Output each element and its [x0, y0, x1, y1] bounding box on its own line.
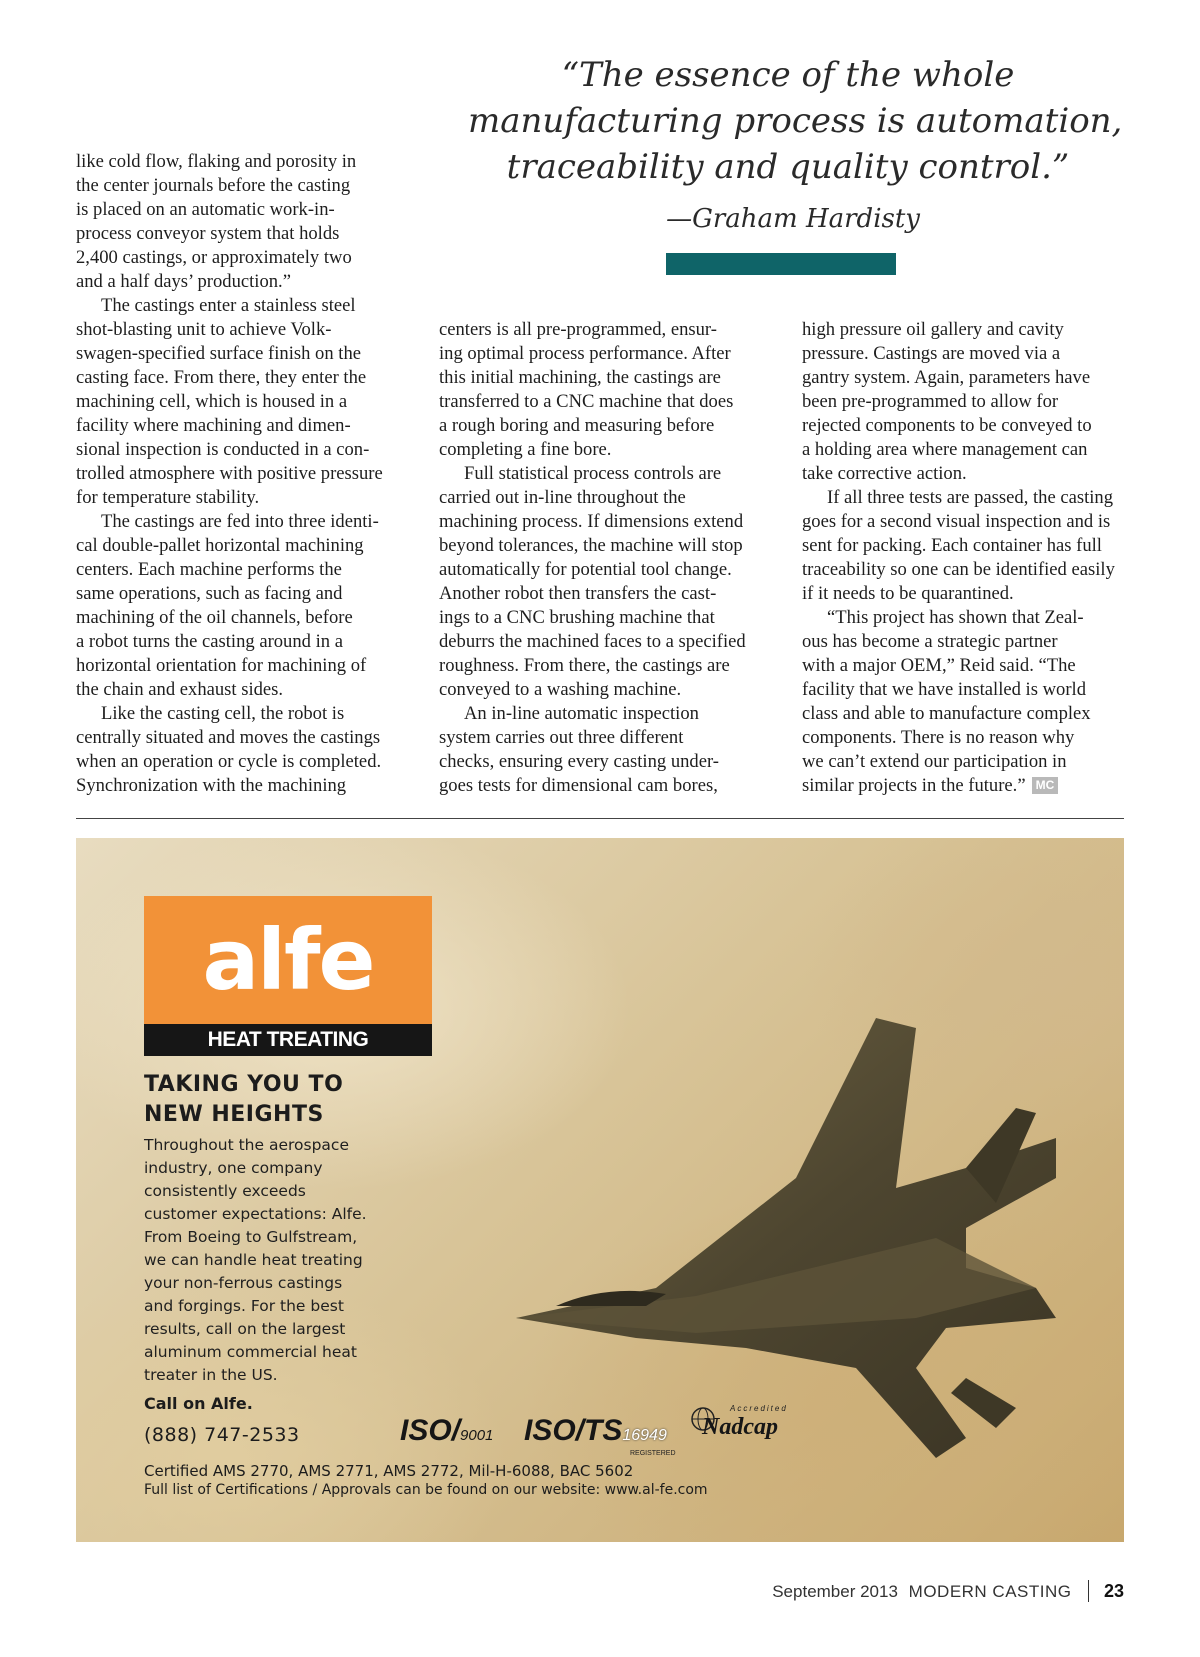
article-text-line: centers. Each machine performs the [76, 559, 342, 580]
ad-headline-line: NEW HEIGHTS [144, 1102, 324, 1127]
article-text-line: is placed on an automatic work-in- [76, 199, 335, 220]
article-text-line: “This project has shown that Zeal- [827, 607, 1084, 628]
article-text-line: 2,400 castings, or approximately two [76, 247, 352, 268]
article-text-line: The castings enter a stainless steel [101, 295, 356, 316]
pull-quote-attribution: —Graham Hardisty [666, 204, 920, 234]
article-column-3 [802, 318, 1132, 798]
article-text-line: shot-blasting unit to achieve Volk- [76, 319, 332, 340]
ad-body-line: results, call on the largest [144, 1320, 346, 1338]
iso-ts-registered: REGISTERED [630, 1450, 676, 1457]
ad-body-line: and forgings. For the best [144, 1297, 344, 1315]
article-text-line: traceability so one can be identified easily [802, 559, 1115, 580]
article-text-line: we can’t extend our participation in [802, 751, 1067, 772]
article-text-line: facility that we have installed is world [802, 679, 1086, 700]
article-text-line: been pre-programmed to allow for [802, 391, 1059, 412]
pull-quote-line: traceability and quality control.” [506, 147, 1070, 187]
article-text-line: the chain and exhaust sides. [76, 679, 284, 700]
footer-issue-date: September 2013 [772, 1582, 898, 1601]
alfe-advertisement [76, 838, 1124, 1542]
article-text-line: when an operation or cycle is completed. [76, 751, 382, 772]
article-text-line: a holding area where management can [802, 439, 1088, 460]
article-text-line: a robot turns the casting around in a [76, 631, 343, 652]
nadcap-accredited: Accredited [730, 1404, 788, 1413]
pull-quote-accent-bar [666, 253, 896, 275]
article-text-line: machining of the oil channels, before [76, 607, 353, 628]
article-text-line: Synchronization with the machining [76, 775, 347, 796]
ad-phone-number: (888) 747-2533 [144, 1424, 300, 1446]
end-of-article-badge: MC [1032, 777, 1059, 794]
article-text-line: machining process. If dimensions extend [439, 511, 744, 532]
ad-body-line: aluminum commercial heat [144, 1343, 357, 1361]
ad-body-line: industry, one company [144, 1159, 323, 1177]
iso-9001-number: 9001 [460, 1427, 494, 1444]
article-text-line: cal double-pallet horizontal machining [76, 535, 364, 556]
ad-certifications: Certified AMS 2770, AMS 2771, AMS 2772, Mil-H-6088, BAC 5602 [144, 1462, 634, 1480]
article-column-1 [76, 150, 406, 798]
article-text-line: ings to a CNC brushing machine that [439, 607, 715, 628]
article-text-line: the center journals before the casting [76, 175, 351, 196]
ad-body-line: your non-ferrous castings [144, 1274, 343, 1292]
ad-body-line: Throughout the aerospace [144, 1136, 349, 1154]
ad-body-line: customer expectations: Alfe. [144, 1205, 367, 1223]
article-text-line: this initial machining, the castings are [439, 367, 721, 388]
alfe-logo [144, 896, 432, 1056]
article-text-line: sent for packing. Each container has full [802, 535, 1102, 556]
footer-magazine-name: MODERN CASTING [908, 1582, 1072, 1601]
article-text-line: high pressure oil gallery and cavity [802, 319, 1064, 340]
article-text-line: trolled atmosphere with positive pressure [76, 463, 383, 484]
article-text-line: same operations, such as facing and [76, 583, 343, 604]
article-column-2 [439, 318, 769, 798]
nadcap-logo [690, 1404, 800, 1448]
ad-body-line: From Boeing to Gulfstream, [144, 1228, 358, 1246]
article-text-line: completing a fine bore. [439, 439, 612, 460]
iso-ts-mark: ISO/TS [524, 1414, 623, 1447]
ad-call-to-action: Call on Alfe. [144, 1394, 253, 1413]
iso-9001-logo [400, 1414, 493, 1448]
alfe-logo-wordmark: alfe [144, 896, 432, 1024]
article-text-line: machining cell, which is housed in a [76, 391, 348, 412]
ad-body-line: we can handle heat treating [144, 1251, 363, 1269]
pull-quote-line: “The essence of the whole [561, 55, 1015, 95]
pull-quote [468, 52, 1123, 190]
article-text-line: Another robot then transfers the cast- [439, 583, 717, 604]
ad-body-line: treater in the US. [144, 1366, 278, 1384]
iso-ts-16949-logo [524, 1414, 676, 1457]
article-text-line-content: similar projects in the future.” [802, 775, 1026, 796]
article-text-line: system carries out three different [439, 727, 684, 748]
ad-body-copy [144, 1134, 367, 1387]
pull-quote-line: manufacturing process is automation, [468, 101, 1123, 141]
alfe-logo-subtitle: HEAT TREATING [144, 1024, 432, 1056]
article-text-line: goes tests for dimensional cam bores, [439, 775, 718, 796]
article-text-line: and a half days’ production.” [76, 271, 291, 292]
article-text-line: process conveyor system that holds [76, 223, 340, 244]
article-text-line: conveyed to a washing machine. [439, 679, 682, 700]
ad-body-line: consistently exceeds [144, 1182, 306, 1200]
page-footer [772, 1580, 1124, 1602]
article-text-line: if it needs to be quarantined. [802, 583, 1014, 604]
article-text-line: If all three tests are passed, the casting [827, 487, 1114, 508]
article-text-line: pressure. Castings are moved via a [802, 343, 1061, 364]
iso-9001-mark: ISO/ [400, 1414, 461, 1447]
article-text-line: ous has become a strategic partner [802, 631, 1058, 652]
article-text-line: horizontal orientation for machining of [76, 655, 367, 676]
article-text-line: deburrs the machined faces to a specified [439, 631, 746, 652]
article-text-line: with a major OEM,” Reid said. “The [802, 655, 1076, 676]
article-text-line: casting face. From there, they enter the [76, 367, 367, 388]
article-text-line: The castings are fed into three identi- [101, 511, 379, 532]
article-text-line: gantry system. Again, parameters have [802, 367, 1091, 388]
article-text-line: Like the casting cell, the robot is [101, 703, 345, 724]
article-text-line: beyond tolerances, the machine will stop [439, 535, 743, 556]
article-text-line: transferred to a CNC machine that does [439, 391, 734, 412]
article-text-line: sional inspection is conducted in a con- [76, 439, 370, 460]
article-text-line [802, 774, 1132, 798]
article-text-line: An in-line automatic inspection [464, 703, 699, 724]
footer-separator [1088, 1580, 1089, 1602]
article-text-line: centers is all pre-programmed, ensur- [439, 319, 717, 340]
article-text-line: automatically for potential tool change. [439, 559, 732, 580]
ad-headline [144, 1070, 343, 1130]
article-text-line: swagen-specified surface finish on the [76, 343, 361, 364]
iso-ts-number: 16949 [622, 1427, 667, 1444]
article-text-line: roughness. From there, the castings are [439, 655, 730, 676]
article-text-line: for temperature stability. [76, 487, 260, 508]
article-text-line: components. There is no reason why [802, 727, 1075, 748]
article-text-line: a rough boring and measuring before [439, 415, 715, 436]
article-text-line: class and able to manufacture complex [802, 703, 1091, 724]
article-text-line: rejected components to be conveyed to [802, 415, 1092, 436]
ad-website-note: Full list of Certifications / Approvals can be found on our website: www.al-fe.com [144, 1482, 708, 1498]
article-text-line: facility where machining and dimen- [76, 415, 351, 436]
article-text-line: take corrective action. [802, 463, 967, 484]
ad-headline-line: TAKING YOU TO [144, 1072, 344, 1097]
article-text-line: checks, ensuring every casting under- [439, 751, 719, 772]
article-text-line: ing optimal process performance. After [439, 343, 731, 364]
article-text-line: carried out in-line throughout the [439, 487, 686, 508]
section-divider [76, 818, 1124, 819]
nadcap-wordmark: Nadcap [702, 1414, 778, 1440]
article-text-line: centrally situated and moves the castings [76, 727, 381, 748]
page-number: 23 [1103, 1581, 1124, 1601]
article-text-line: like cold flow, flaking and porosity in [76, 151, 357, 172]
article-text-line: Full statistical process controls are [464, 463, 722, 484]
article-text-line: goes for a second visual inspection and is [802, 511, 1111, 532]
